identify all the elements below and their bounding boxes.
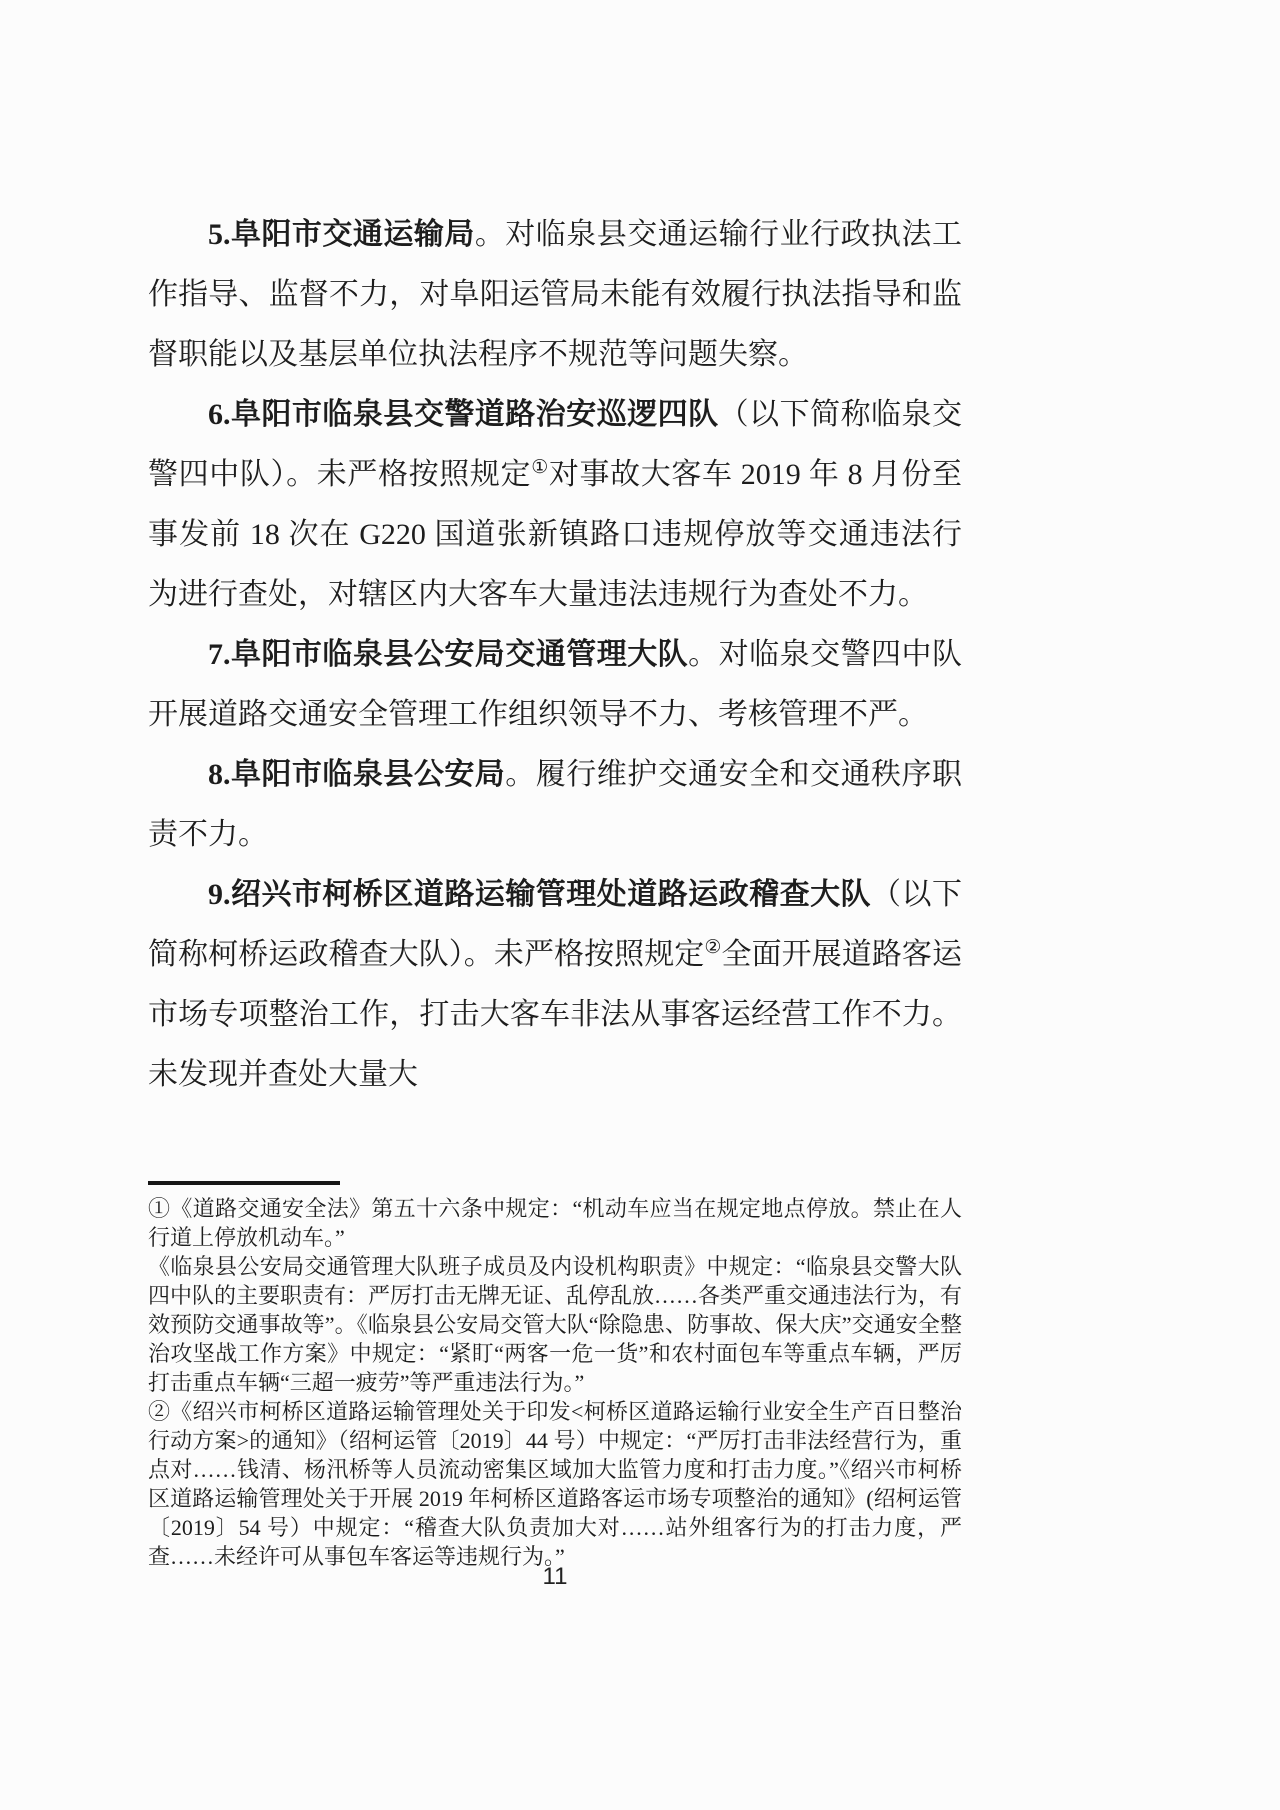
footnote-2: ②《绍兴市柯桥区道路运输管理处关于印发<柯桥区道路运输行业安全生产百日整治行动方案>的通知》（绍柯运管〔2019〕44 号）中规定：“严厉打击非法经营行为，重点对……钱清、杨汛桥等人员流动密集区域加大监管力度和打击力度。”《绍兴市柯桥区道路运输管理处关于开展 2019 年柯桥区道路客运市场专项整治的通知》(绍柯运管〔2019〕54 号）中规定：“稽查大队负责加大对……站外组客行为的打击力度，严查……未经许可从事包车客运等违规行为。”	[148, 1399, 962, 1569]
paragraph-separator: 。	[505, 758, 536, 791]
paragraph-item-6	[148, 385, 962, 625]
org-title-5: 5.阜阳市交通运输局	[208, 218, 475, 251]
org-title-7: 7.阜阳市临泉县公安局交通管理大队	[208, 638, 689, 671]
paragraph-separator: 。	[688, 638, 719, 671]
paragraph-item-7	[148, 625, 962, 745]
paragraph-text: 对事故大客车 2019 年 8 月份至事发前 18 次在 G220 国道张新镇路口违规停放等交通违法行为进行查处，对辖区内大客车大量违法违规行为查处不力。	[148, 458, 963, 611]
paragraph-text: 全面开展道路客运市场专项整治工作，打击大客车非法从事客运经营工作不力。未发现并查处大量大	[148, 938, 963, 1091]
org-title-8: 8.阜阳市临泉县公安局	[208, 758, 506, 791]
paragraph-text: 对临泉交警四中队开展道路交通安全管理工作组织领导不力、考核管理不严。	[148, 638, 963, 731]
paragraph-item-8	[148, 745, 962, 865]
footnote-reference-2: ②	[704, 937, 722, 958]
org-title-6: 6.阜阳市临泉县交警道路治安巡逻四队	[208, 398, 719, 431]
paragraph-alias: （以下简称柯桥运政稽查大队）。	[148, 878, 963, 971]
document-body	[148, 205, 962, 1105]
paragraph-text: 履行维护交通安全和交通秩序职责不力。	[148, 758, 963, 851]
paragraph-text: 对临泉县交通运输行业行政执法工作指导、监督不力，对阜阳运管局未能有效履行执法指导和监督职能以及基层单位执法程序不规范等问题失察。	[148, 218, 963, 371]
paragraph-separator: 。	[474, 218, 506, 251]
footnote-1-part-1: ①《道路交通安全法》第五十六条中规定：“机动车应当在规定地点停放。禁止在人行道上停放机动车。”	[148, 1196, 962, 1250]
paragraph-text: 未严格按照规定	[316, 458, 532, 491]
footnote-reference-1: ①	[531, 457, 549, 478]
paragraph-text: 未严格按照规定	[493, 938, 705, 971]
footnote-separator-rule	[148, 1181, 340, 1185]
footnote-section	[148, 1181, 962, 1571]
paragraph-item-9	[148, 865, 962, 1105]
paragraph-item-5	[148, 205, 962, 385]
footnote-1-part-2: 《临泉县公安局交通管理大队班子成员及内设机构职责》中规定：“临泉县交警大队四中队的主要职责有：严厉打击无牌无证、乱停乱放……各类严重交通违法行为，有效预防交通事故等”。《临泉县公安局交管大队“除隐患、防事故、保大庆”交通安全整治攻坚战工作方案》中规定：“紧盯“两客一危一货”和农村面包车等重点车辆，严厉打击重点车辆“三超一疲劳”等严重违法行为。”	[148, 1254, 963, 1395]
org-title-9: 9.绍兴市柯桥区道路运输管理处道路运政稽查大队	[208, 878, 872, 911]
page-number: 11	[542, 1563, 568, 1590]
paragraph-alias: （以下简称临泉交警四中队）。	[148, 398, 963, 491]
